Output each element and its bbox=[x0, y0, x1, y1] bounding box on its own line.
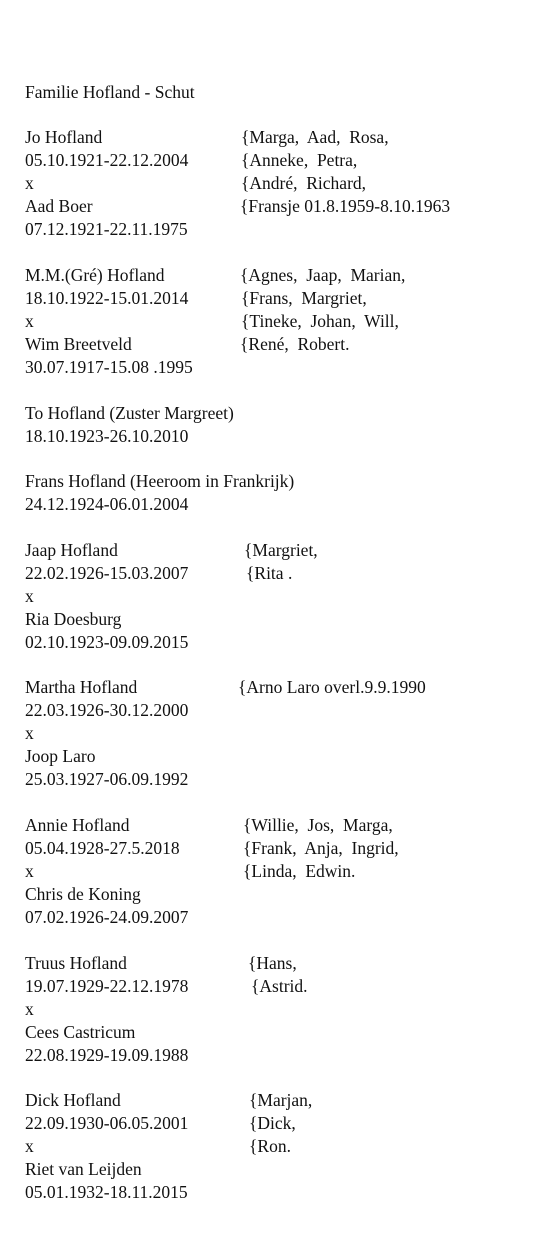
person-name: Jaap Hofland bbox=[25, 540, 118, 560]
person-details bbox=[25, 402, 234, 448]
marriage-mark: x bbox=[25, 585, 34, 606]
spouse-name: Chris de Koning bbox=[25, 883, 141, 904]
children-line: {Marjan, bbox=[249, 1090, 313, 1110]
marriage-mark: x bbox=[25, 172, 34, 193]
children-list bbox=[238, 676, 426, 699]
person-name: Dick Hofland bbox=[25, 1090, 121, 1110]
person-details bbox=[25, 676, 188, 790]
life-dates: 05.04.1928-27.5.2018 bbox=[25, 837, 180, 858]
children-line: {André, Richard, bbox=[241, 172, 367, 193]
spouse-name: Ria Doesburg bbox=[25, 608, 122, 629]
children-line: {Marga, Aad, Rosa, bbox=[241, 127, 389, 147]
life-dates: 22.09.1930-06.05.2001 bbox=[25, 1112, 189, 1133]
children-list bbox=[240, 264, 405, 356]
page-title: Familie Hofland - Schut bbox=[25, 82, 195, 102]
marriage-mark: x bbox=[25, 860, 34, 881]
life-dates: 22.02.1926-15.03.2007 bbox=[25, 562, 189, 583]
children-line: {Ron. bbox=[249, 1135, 291, 1156]
spouse-life-dates: 22.08.1929-19.09.1988 bbox=[25, 1044, 189, 1065]
person-details bbox=[25, 539, 188, 653]
children-line: {Tineke, Johan, Will, bbox=[241, 310, 399, 331]
life-dates: 22.03.1926-30.12.2000 bbox=[25, 699, 189, 720]
person-details bbox=[25, 264, 193, 378]
marriage-mark: x bbox=[25, 1135, 34, 1156]
children-line: {René, Robert. bbox=[240, 333, 350, 354]
spouse-name: Joop Laro bbox=[25, 745, 96, 766]
life-dates: 24.12.1924-06.01.2004 bbox=[25, 493, 189, 514]
life-dates: 18.10.1922-15.01.2014 bbox=[25, 287, 189, 308]
marriage-mark: x bbox=[25, 310, 34, 331]
children-line: {Dick, bbox=[249, 1112, 296, 1133]
person-name: Frans Hofland (Heeroom in Frankrijk) bbox=[25, 471, 295, 491]
spouse-life-dates: 25.03.1927-06.09.1992 bbox=[25, 768, 189, 789]
person-details bbox=[25, 952, 188, 1066]
person-name: To Hofland (Zuster Margreet) bbox=[25, 403, 234, 423]
children-line: {Linda, Edwin. bbox=[243, 860, 356, 881]
children-list bbox=[248, 952, 308, 998]
person-name: Jo Hofland bbox=[25, 127, 103, 147]
person-name: Annie Hofland bbox=[25, 815, 130, 835]
spouse-life-dates: 30.07.1917-15.08 .1995 bbox=[25, 356, 193, 377]
children-line: {Hans, bbox=[248, 953, 297, 973]
children-list bbox=[244, 539, 318, 585]
children-line: {Astrid. bbox=[251, 975, 308, 996]
children-line: {Margriet, bbox=[244, 540, 318, 560]
children-line: {Willie, Jos, Marga, bbox=[243, 815, 393, 835]
person-details bbox=[25, 126, 188, 240]
children-line: {Anneke, Petra, bbox=[241, 149, 358, 170]
person-details bbox=[25, 470, 294, 516]
children-line: {Rita . bbox=[246, 562, 293, 583]
children-line: {Frank, Anja, Ingrid, bbox=[243, 837, 399, 858]
children-line: {Arno Laro overl.9.9.1990 bbox=[238, 677, 426, 697]
person-details bbox=[25, 814, 188, 928]
spouse-name: Riet van Leijden bbox=[25, 1158, 142, 1179]
spouse-name: Cees Castricum bbox=[25, 1021, 136, 1042]
life-dates: 05.10.1921-22.12.2004 bbox=[25, 149, 189, 170]
children-list bbox=[240, 126, 450, 218]
life-dates: 18.10.1923-26.10.2010 bbox=[25, 425, 189, 446]
person-name: Martha Hofland bbox=[25, 677, 138, 697]
marriage-mark: x bbox=[25, 998, 34, 1019]
children-line: {Agnes, Jaap, Marian, bbox=[240, 265, 406, 285]
children-list bbox=[249, 1089, 312, 1158]
marriage-mark: x bbox=[25, 722, 34, 743]
spouse-name: Aad Boer bbox=[25, 195, 93, 216]
spouse-name: Wim Breetveld bbox=[25, 333, 132, 354]
spouse-life-dates: 05.01.1932-18.11.2015 bbox=[25, 1181, 188, 1202]
children-list bbox=[243, 814, 399, 883]
spouse-life-dates: 07.12.1921-22.11.1975 bbox=[25, 218, 188, 239]
person-details bbox=[25, 1089, 188, 1203]
children-line: {Fransje 01.8.1959-8.10.1963 bbox=[240, 195, 451, 216]
spouse-life-dates: 07.02.1926-24.09.2007 bbox=[25, 906, 189, 927]
person-name: Truus Hofland bbox=[25, 953, 127, 973]
spouse-life-dates: 02.10.1923-09.09.2015 bbox=[25, 631, 189, 652]
person-name: M.M.(Gré) Hofland bbox=[25, 265, 165, 285]
life-dates: 19.07.1929-22.12.1978 bbox=[25, 975, 189, 996]
children-line: {Frans, Margriet, bbox=[241, 287, 367, 308]
